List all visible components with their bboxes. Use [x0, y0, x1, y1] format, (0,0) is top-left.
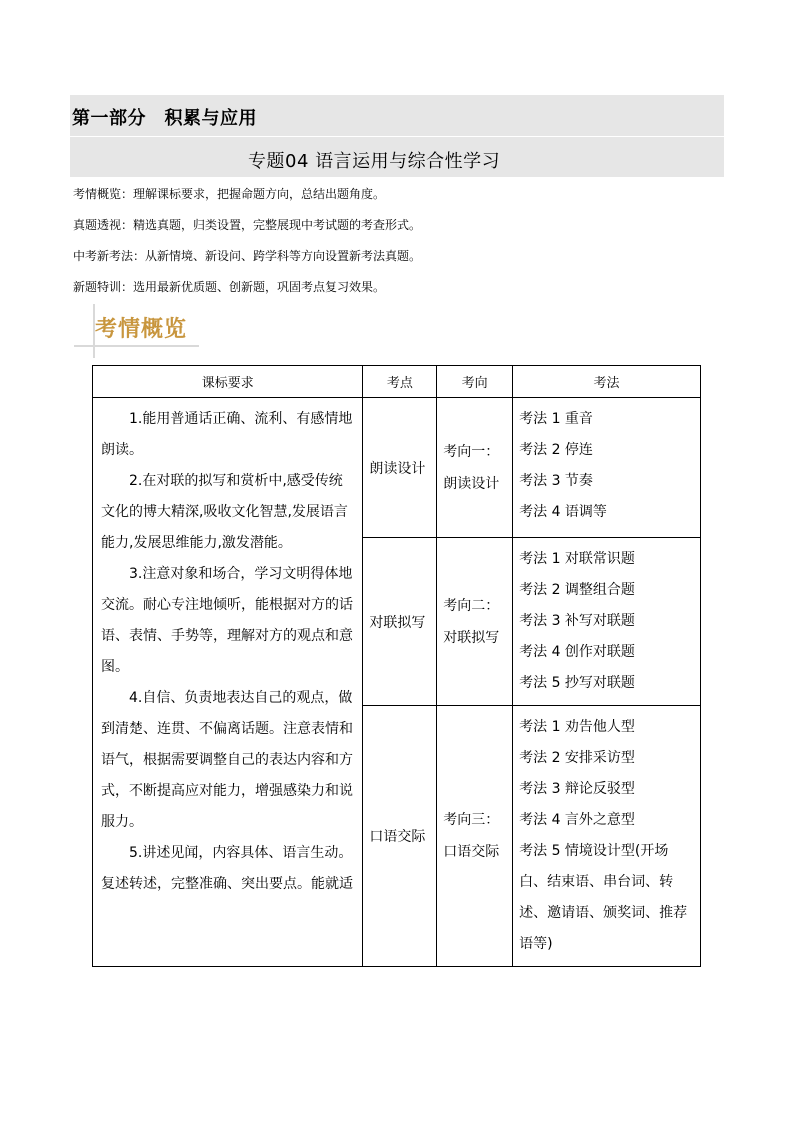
- header-kaoxiang: 考向: [437, 366, 513, 398]
- kaoxiang-cell: [437, 538, 513, 706]
- kaofa-item: 考法 4 言外之意型: [519, 812, 635, 828]
- kaofa-item: 考法 1 劝告他人型: [519, 719, 635, 735]
- requirements-cell: [93, 398, 363, 967]
- intro-key: 真题透视: [73, 218, 122, 232]
- topic-title: 专题04 语言运用与综合性学习: [248, 151, 501, 172]
- header-kaodian: 考点: [363, 366, 437, 398]
- kaoxiang-label: 考向三：: [443, 812, 500, 828]
- kaofa-item: 考法 2 安排采访型: [519, 750, 635, 766]
- kaofa-item: 考法 5 抄写对联题: [519, 675, 635, 691]
- kaofa-cell: [513, 706, 701, 967]
- intro-text: ：从新情境、新设问、跨学科等方向设置新考法真题。: [133, 249, 422, 263]
- intro-line-new-methods: [73, 249, 421, 263]
- kaofa-item: 考法 3 辩论反驳型: [519, 781, 635, 797]
- intro-text: ：选用最新优质题、创新题，巩固考点复习效果。: [121, 280, 386, 294]
- part-title: 第一部分 积累与应用: [72, 108, 257, 129]
- intro-text: ：精选真题，归类设置，完整展现中考试题的考查形式。: [121, 218, 422, 232]
- kaofa-item: 考法 2 调整组合题: [519, 582, 635, 598]
- kaodian-cell: 朗读设计: [363, 398, 437, 538]
- kaofa-item: 考法 5 情境设计型(开场白、结束语、串台词、转述、邀请语、颁奖词、推荐语等): [519, 843, 688, 952]
- exam-overview-table: [92, 365, 701, 967]
- kaoxiang-value: 对联拟写: [443, 629, 500, 646]
- kaodian-cell: 口语交际: [363, 706, 437, 967]
- header-requirements: 课标要求: [93, 366, 363, 398]
- intro-text: ：理解课标要求，把握命题方向，总结出题角度。: [121, 187, 386, 201]
- band-divider: [70, 136, 724, 137]
- requirement-item: 5.讲述见闻，内容具体、语言生动。复述转述，完整准确、突出要点。能就适: [101, 845, 353, 892]
- requirement-item: 1.能用普通话正确、流利、有感情地朗读。: [101, 411, 353, 458]
- intro-key: 中考新考法: [73, 249, 134, 263]
- kaoxiang-cell: [437, 398, 513, 538]
- kaofa-item: 考法 4 创作对联题: [519, 644, 635, 660]
- kaofa-item: 考法 3 补写对联题: [519, 613, 635, 629]
- requirement-item: 3.注意对象和场合，学习文明得体地交流。耐心专注地倾听，能根据对方的话语、表情、手势等，理解对方的观点和意图。: [101, 566, 353, 675]
- kaoxiang-cell: [437, 706, 513, 967]
- kaofa-cell: [513, 538, 701, 706]
- kaofa-item: 考法 4 语调等: [519, 504, 607, 520]
- section-heading: 考情概览: [95, 317, 188, 342]
- intro-key: 新题特训: [73, 280, 122, 294]
- kaoxiang-label: 考向一：: [443, 443, 500, 460]
- kaofa-cell: [513, 398, 701, 538]
- kaoxiang-value: 朗读设计: [443, 475, 500, 492]
- intro-line-real-exams: [73, 218, 421, 232]
- kaoxiang-label: 考向二：: [443, 597, 500, 614]
- intro-line-overview: [73, 187, 385, 201]
- requirement-item: 4.自信、负责地表达自己的观点，做到清楚、连贯、不偏离话题。注意表情和语气，根据需要调整自己的表达内容和方式，不断提高应对能力，增强感染力和说服力。: [101, 690, 353, 830]
- kaofa-item: 考法 1 对联常识题: [519, 551, 635, 567]
- table-header-row: [93, 366, 701, 398]
- kaofa-item: 考法 2 停连: [519, 442, 593, 458]
- heading-decoration-horizontal: [74, 345, 199, 347]
- table-row: [93, 398, 701, 538]
- kaofa-item: 考法 1 重音: [519, 411, 593, 427]
- kaodian-cell: 对联拟写: [363, 538, 437, 706]
- header-kaofa: 考法: [513, 366, 701, 398]
- intro-line-training: [73, 280, 385, 294]
- requirement-item: 2.在对联的拟写和赏析中,感受传统文化的博大精深,吸收文化智慧,发展语言能力,发展思维能力,激发潜能。: [101, 473, 348, 551]
- kaofa-item: 考法 3 节奏: [519, 473, 593, 489]
- intro-key: 考情概览: [73, 187, 122, 201]
- kaoxiang-value: 口语交际: [443, 844, 500, 860]
